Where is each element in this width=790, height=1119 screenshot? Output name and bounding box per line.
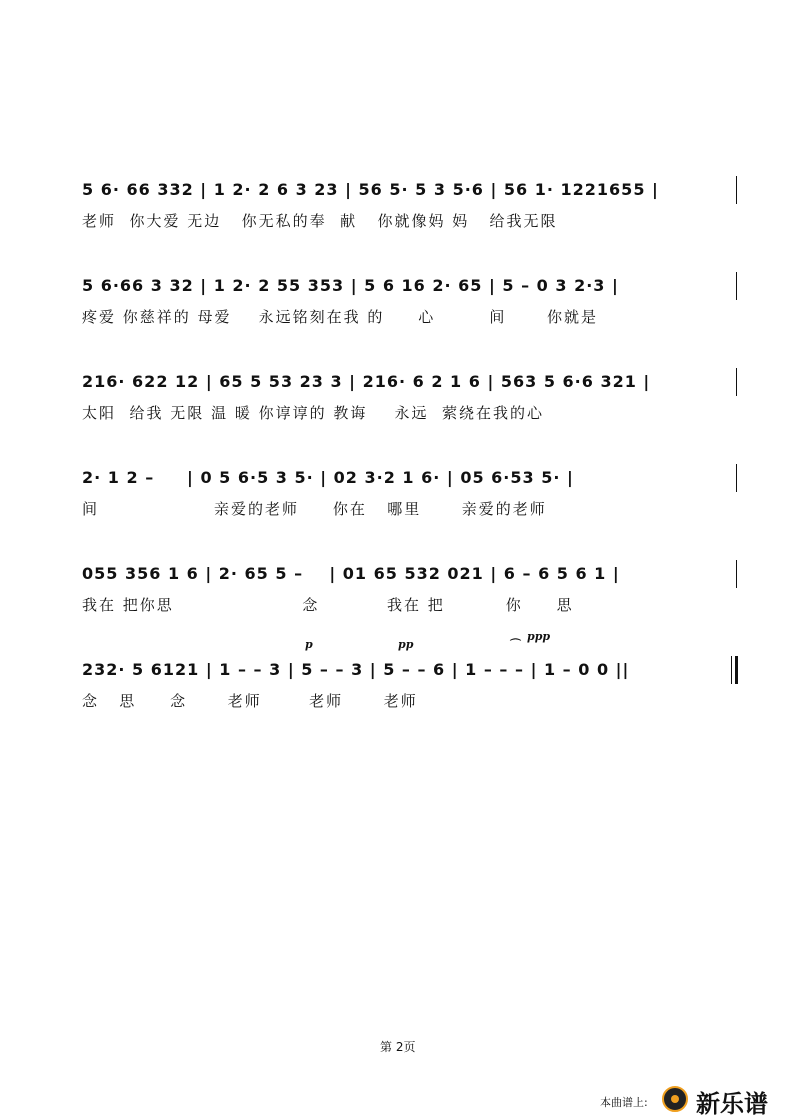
lyrics-line: 太阳 给我 无限 温 暖 你谆谆的 教诲 永远 萦绕在我的心 [82,404,544,422]
lyrics-line: 间 亲爱的老师 你在 哪里 亲爱的老师 [82,500,547,518]
lyrics-line: 念 思 念 老师 老师 老师 [82,692,418,710]
notation-line: 5 6·66 3 32 | 1 2· 2 55 353 | 5 6 16 2· 65 | 5 – 0 3 2·3 | [82,276,619,295]
notation-line: 232· 5 6121 | 1 – – 3 | 5 – – 3 | 5 – – 6 | 1 – – – | 1 – 0 0 || [82,660,630,679]
fermata-icon: ⌒ [510,638,521,651]
lyrics-line: 老师 你大爱 无边 你无私的奉 献 你就像妈 妈 给我无限 [82,212,558,230]
page-number: 第 2页 [380,1040,416,1054]
barline [736,272,737,300]
notation-line: 5 6· 66 332 | 1 2· 2 6 3 23 | 56 5· 5 3 5·6 | 56 1· 1221655 | [82,180,659,199]
barline [736,368,737,396]
brand-watermark [600,1084,790,1118]
brand-prefix: 本曲谱上: [600,1096,648,1109]
barline [736,464,737,492]
lyrics-line: 我在 把你思 念 我在 把 你 思 [82,596,574,614]
score-system-5 [0,564,790,644]
final-barline-thick [735,656,738,684]
score-system-2 [0,276,790,356]
dynamic-marking: pp [398,638,414,651]
barline [736,560,737,588]
dynamic-marking: ppp [527,630,551,643]
score-system-1 [0,180,790,260]
dynamic-marking: p [305,638,313,651]
barline [736,176,737,204]
score-system-3 [0,372,790,452]
final-barline-thin [731,656,732,684]
record-logo-icon [662,1086,688,1112]
notation-line: 216· 622 12 | 65 5 53 23 3 | 216· 6 2 1 6 | 563 5 6·6 321 | [82,372,651,391]
notation-line: 055 356 1 6 | 2· 65 5 – | 01 65 532 021 | 6 – 6 5 6 1 | [82,564,620,583]
lyrics-line: 疼爱 你慈祥的 母爱 永远铭刻在我 的 心 间 你就是 [82,308,598,326]
brand-name: 新乐谱 [696,1090,768,1118]
score-system-6 [0,630,790,740]
score-system-4 [0,468,790,548]
notation-line: 2· 1 2 – | 0 5 6·5 3 5· | 02 3·2 1 6· | 05 6·53 5· | [82,468,574,487]
